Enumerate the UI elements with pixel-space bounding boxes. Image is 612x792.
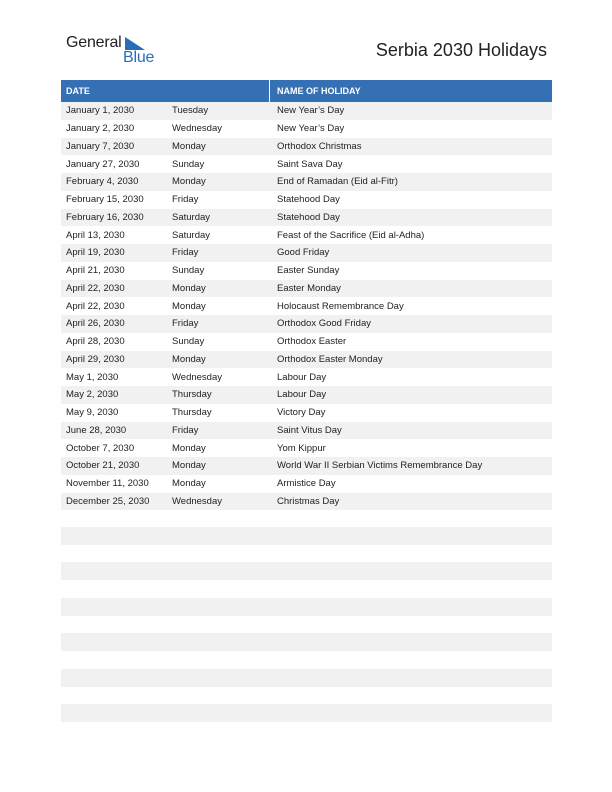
date-cell: January 7, 2030 [66, 140, 135, 152]
weekday-cell: Sunday [172, 158, 205, 170]
weekday-cell: Saturday [172, 211, 211, 223]
table-row [61, 422, 552, 440]
date-cell: February 15, 2030 [66, 194, 144, 206]
holiday-name-cell: New Year’s Day [277, 105, 345, 117]
table-row [61, 493, 552, 511]
holiday-name-cell: Armistice Day [277, 478, 336, 490]
table-row [61, 475, 552, 493]
empty-row [61, 704, 552, 722]
date-cell: April 13, 2030 [66, 229, 125, 241]
holiday-name-cell: Good Friday [277, 247, 330, 259]
weekday-cell: Monday [172, 282, 206, 294]
holiday-name-cell: Victory Day [277, 407, 326, 419]
empty-row [61, 527, 552, 545]
table-row [61, 138, 552, 156]
weekday-cell: Sunday [172, 336, 205, 348]
table-row [61, 404, 552, 422]
table-row [61, 262, 552, 280]
table-body [61, 102, 552, 510]
weekday-cell: Friday [172, 247, 199, 259]
date-cell: April 21, 2030 [66, 265, 125, 277]
holiday-name-cell: Orthodox Easter [277, 336, 347, 348]
empty-row [61, 562, 552, 580]
date-cell: May 1, 2030 [66, 371, 119, 383]
table-row [61, 457, 552, 475]
table-row [61, 244, 552, 262]
generalblue-logo [66, 34, 156, 68]
holiday-name-cell: Labour Day [277, 371, 327, 383]
weekday-cell: Tuesday [172, 105, 209, 117]
weekday-cell: Monday [172, 176, 206, 188]
table-row [61, 226, 552, 244]
date-cell: April 22, 2030 [66, 282, 125, 294]
weekday-cell: Wednesday [172, 371, 222, 383]
date-cell: April 22, 2030 [66, 300, 125, 312]
date-cell: October 7, 2030 [66, 442, 135, 454]
holiday-name-cell: Orthodox Good Friday [277, 318, 371, 330]
weekday-cell: Friday [172, 318, 199, 330]
weekday-cell: Wednesday [172, 495, 222, 507]
table-row [61, 351, 552, 369]
weekday-cell: Monday [172, 442, 206, 454]
holiday-name-cell: End of Ramadan (Eid al-Fitr) [277, 176, 398, 188]
table-row [61, 439, 552, 457]
holiday-name-cell: World War II Serbian Victims Remembrance Day [277, 460, 483, 472]
empty-row [61, 669, 552, 687]
holiday-table [61, 80, 552, 510]
holiday-name-cell: Christmas Day [277, 495, 340, 507]
weekday-cell: Monday [172, 140, 206, 152]
page-title: Serbia 2030 Holidays [375, 40, 547, 60]
column-header-holiday: NAME OF HOLIDAY [277, 86, 361, 96]
weekday-cell: Monday [172, 300, 206, 312]
holiday-name-cell: Easter Monday [277, 282, 341, 294]
table-row [61, 209, 552, 227]
date-cell: February 4, 2030 [66, 176, 139, 188]
date-cell: June 28, 2030 [66, 424, 127, 436]
holiday-name-cell: Orthodox Christmas [277, 140, 362, 152]
logo-blue-text: Blue [123, 49, 155, 66]
holiday-name-cell: New Year’s Day [277, 123, 345, 135]
empty-row [61, 598, 552, 616]
date-cell: January 2, 2030 [66, 123, 135, 135]
date-cell: February 16, 2030 [66, 211, 144, 223]
table-row [61, 368, 552, 386]
weekday-cell: Thursday [172, 407, 212, 419]
table-row [61, 280, 552, 298]
date-cell: April 28, 2030 [66, 336, 125, 348]
holiday-name-cell: Easter Sunday [277, 265, 340, 277]
date-cell: April 29, 2030 [66, 353, 125, 365]
table-row [61, 102, 552, 120]
holiday-name-cell: Orthodox Easter Monday [277, 353, 383, 365]
holiday-name-cell: Yom Kippur [277, 442, 326, 454]
weekday-cell: Sunday [172, 265, 205, 277]
column-header-date: DATE [61, 80, 270, 102]
table-row [61, 297, 552, 315]
weekday-cell: Friday [172, 424, 199, 436]
table-row [61, 315, 552, 333]
weekday-cell: Monday [172, 478, 206, 490]
date-cell: January 27, 2030 [66, 158, 140, 170]
holiday-name-cell: Labour Day [277, 389, 327, 401]
holiday-name-cell: Holocaust Remembrance Day [277, 300, 404, 312]
logo-general-text: General [66, 34, 122, 51]
weekday-cell: Monday [172, 353, 206, 365]
date-cell: April 26, 2030 [66, 318, 125, 330]
weekday-cell: Thursday [172, 389, 212, 401]
table-row [61, 120, 552, 138]
weekday-cell: Friday [172, 194, 199, 206]
table-row [61, 333, 552, 351]
table-row [61, 386, 552, 404]
holiday-name-cell: Feast of the Sacrifice (Eid al-Adha) [277, 229, 425, 241]
date-cell: May 9, 2030 [66, 407, 119, 419]
date-cell: November 11, 2030 [66, 478, 149, 490]
table-row [61, 191, 552, 209]
holiday-name-cell: Saint Sava Day [277, 158, 343, 170]
date-cell: December 25, 2030 [66, 495, 150, 507]
empty-row [61, 633, 552, 651]
date-cell: January 1, 2030 [66, 105, 135, 117]
table-row [61, 155, 552, 173]
weekday-cell: Saturday [172, 229, 211, 241]
table-row [61, 173, 552, 191]
weekday-cell: Monday [172, 460, 206, 472]
holiday-name-cell: Statehood Day [277, 211, 340, 223]
holiday-name-cell: Saint Vitus Day [277, 424, 342, 436]
table-header [61, 80, 552, 102]
holiday-name-cell: Statehood Day [277, 194, 340, 206]
date-cell: April 19, 2030 [66, 247, 125, 259]
weekday-cell: Wednesday [172, 123, 222, 135]
date-cell: May 2, 2030 [66, 389, 119, 401]
date-cell: October 21, 2030 [66, 460, 140, 472]
